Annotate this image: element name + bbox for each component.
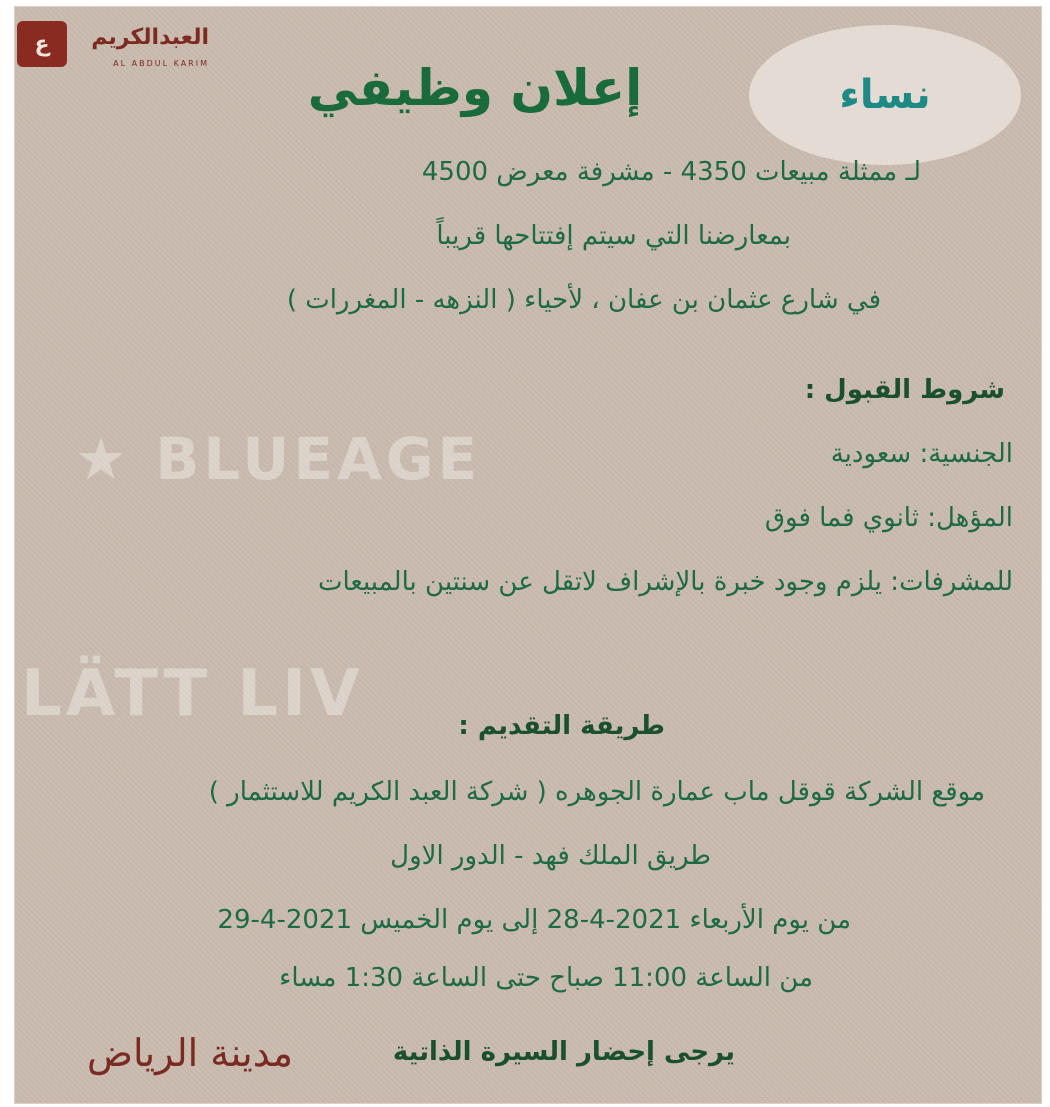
- intro-line-location: في شارع عثمان بن عفان ، لأحياء ( النزهه - المغررات ): [286, 285, 881, 315]
- logo-name-english: AL ABDUL KARIM: [113, 59, 209, 68]
- watermark-blueage: ★ BLUEAGE: [75, 425, 482, 493]
- intro-line-opening: بمعارضنا التي سيتم إفتتاحها قريباً: [436, 221, 791, 251]
- intro-line-positions: لـ ممثلة مبيعات 4350 - مشرفة معرض 4500: [421, 157, 921, 187]
- women-badge: نساء: [749, 25, 1021, 165]
- application-time: من الساعة 11:00 صباح حتى الساعة 1:30 مساء: [279, 963, 813, 993]
- logo-name-arabic: العبدالكريم: [91, 25, 209, 50]
- watermark-lattliv: LÄTT LIV: [21, 657, 364, 731]
- condition-nationality: الجنسية: سعودية: [830, 439, 1013, 469]
- condition-supervisors: للمشرفات: يلزم وجود خبرة بالإشراف لاتقل عن سنتين بالمبيعات: [318, 567, 1013, 597]
- job-ad-poster: [14, 6, 1042, 1104]
- company-logo: [17, 21, 217, 81]
- application-heading: طريقة التقديم :: [458, 711, 665, 741]
- application-road: طريق الملك فهد - الدور الاول: [390, 841, 711, 871]
- cv-note: يرجى إحضار السيرة الذاتية: [392, 1037, 735, 1067]
- conditions-heading: شروط القبول :: [804, 375, 1005, 405]
- application-dates: من يوم الأربعاء 2021-4-28 إلى يوم الخميس 2021-4-29: [217, 905, 851, 935]
- condition-qualification: المؤهل: ثانوي فما فوق: [764, 503, 1013, 533]
- logo-mark: ع: [17, 21, 67, 67]
- ad-title: إعلان وظيفي: [307, 59, 643, 117]
- city-name: مدينة الرياض: [87, 1031, 293, 1075]
- application-location: موقع الشركة قوقل ماب عمارة الجوهره ( شركة العبد الكريم للاستثمار ): [208, 777, 985, 807]
